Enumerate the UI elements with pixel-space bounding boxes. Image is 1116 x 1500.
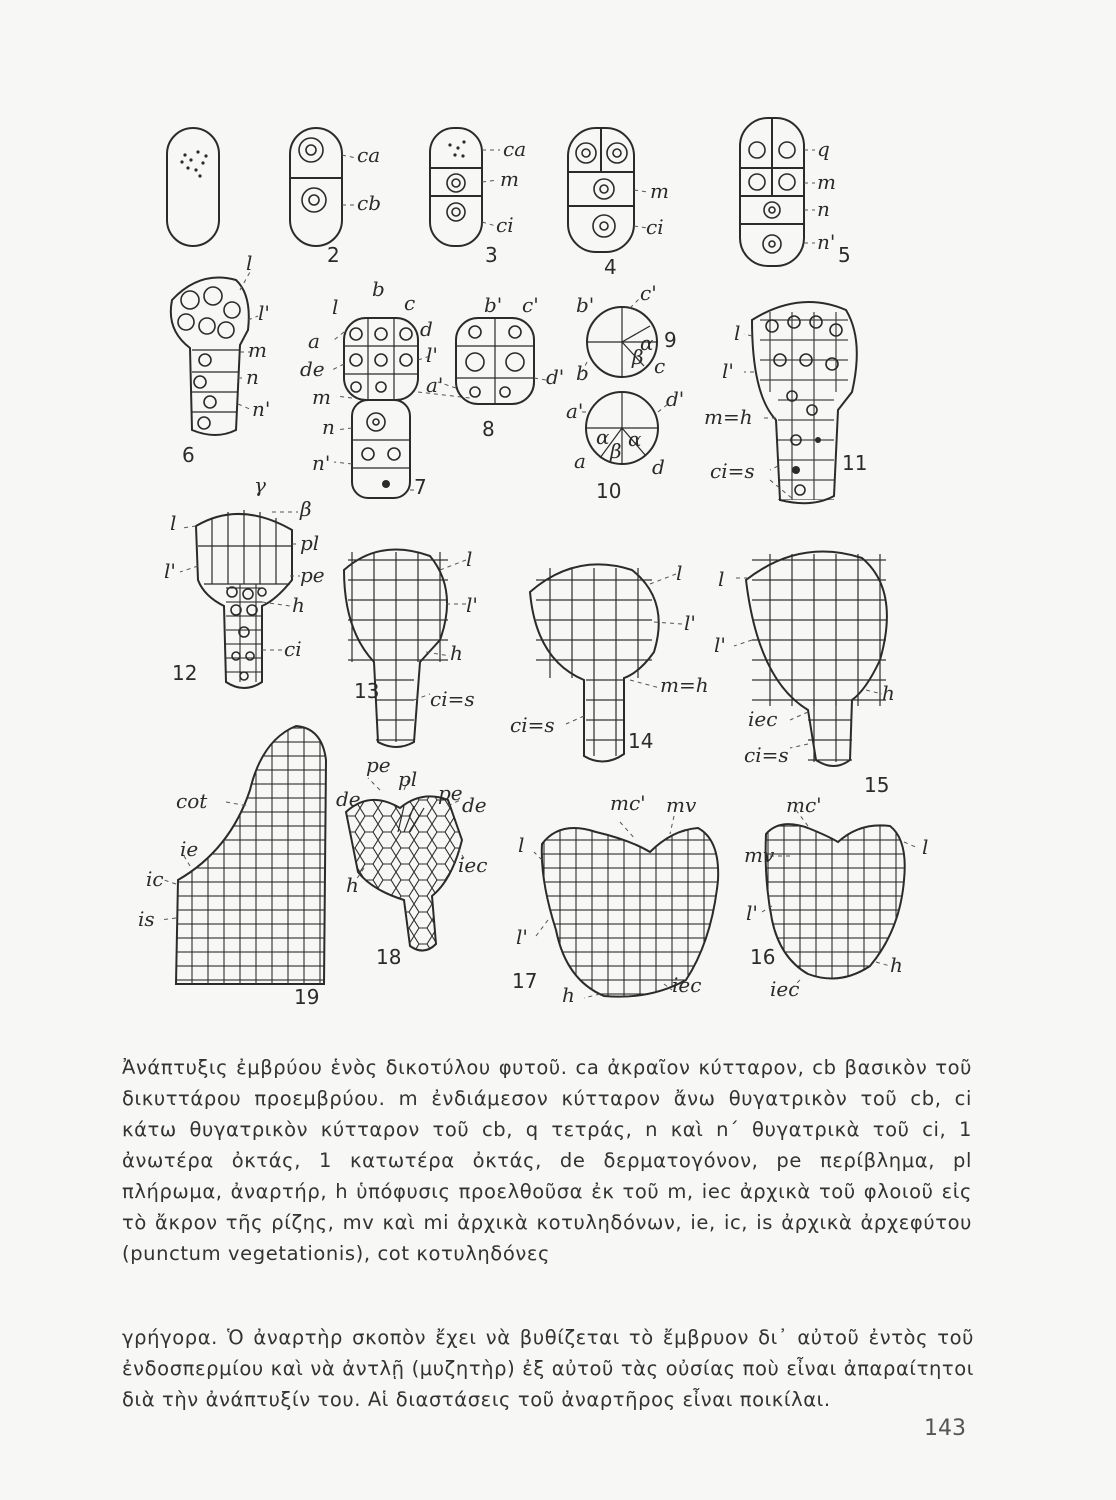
stage-19 (138, 726, 326, 1009)
figure-number-12: 12 (172, 661, 198, 685)
figure-number-6: 6 (182, 443, 195, 467)
stage-17 (512, 791, 718, 1007)
label-l-12: l (170, 511, 177, 535)
label-iec-16: iec (770, 977, 800, 1001)
stage-1-zygote (167, 128, 219, 246)
label-l-prime-16: l' (746, 901, 758, 925)
label-a-10: a (574, 449, 586, 473)
label-ic-19: ic (146, 867, 164, 891)
label-iec-15: iec (748, 707, 778, 731)
figure-number-11: 11 (842, 451, 868, 475)
figure-number-5: 5 (838, 243, 851, 267)
label-iec-18: iec (458, 853, 488, 877)
label-ci-s-14: ci=s (510, 713, 555, 737)
label-m-h-11: m=h (704, 405, 753, 429)
label-n-7: n (322, 415, 335, 439)
figure-number-19: 19 (294, 985, 320, 1009)
label-l-prime-7: l' (426, 343, 438, 367)
figure-number-18: 18 (376, 945, 402, 969)
label-beta-12: β (300, 497, 312, 521)
label-d-10: d (652, 455, 665, 479)
figure-number-10: 10 (596, 479, 622, 503)
figure-number-13: 13 (354, 679, 380, 703)
stage-10 (566, 387, 684, 503)
label-h-18: h (346, 873, 359, 897)
figure-number-2: 2 (327, 243, 340, 267)
label-is-19: is (138, 907, 155, 931)
label-n-5: n (817, 197, 830, 221)
label-l-prime-13: l' (466, 593, 478, 617)
label-n-6: n (246, 365, 259, 389)
label-a-7: a (308, 329, 320, 353)
page-number: 143 (924, 1416, 966, 1441)
label-a-prime-10: a' (566, 399, 584, 423)
label-d-7: d (420, 317, 433, 341)
label-h-16: h (890, 953, 903, 977)
label-ci-3: ci (496, 213, 514, 237)
label-l-11: l (734, 321, 741, 345)
label-l-6: l (246, 251, 253, 275)
figure-number-9: 9 (664, 328, 677, 352)
label-pl-12: pl (300, 531, 320, 555)
label-gamma-12: γ (254, 473, 266, 497)
label-mv-16: mv (744, 843, 775, 867)
label-c-9: c (654, 354, 666, 378)
label-n-prime-5: n' (817, 230, 836, 254)
label-l-prime-14: l' (684, 611, 696, 635)
caption-text: Ἀνάπτυξις ἐμβρύου ἑνὸς δικοτύλου φυτοῦ. ca ἀκραῖον κύτταρον, cb βασικὸν τοῦ δικυττάρου προεμβρύου. m ἐνδιάμεσον κύτταρον ἄνω θυγατρικὸν τοῦ cb, ci κάτω θυγατρικὸν κύτταρον τοῦ cb, q τετράς, n καὶ n΄ θυγατρικὰ τοῦ ci, 1 ἀνωτέρα ὀκτάς, 1 κατωτέρα ὀκτάς, de δερματογόνον, pe περίβλημα, pl πλήρωμα, ἀναρτήρ, h ὑπόφυσις προελθοῦσα ἐκ τοῦ m, iec ἀρχικὰ τοῦ φλοιοῦ εἰς τὸ ἄκρον τῆς ρίζης, mv καὶ mi ἀρχικὰ κοτυληδόνων, ie, ic, is ἀρχικὰ ἀρχεφύτου (punctum vegetationis), cot κοτυληδόνες (122, 1056, 972, 1265)
label-b-7: b (372, 277, 385, 301)
figure-number-17: 17 (512, 969, 538, 993)
label-l-15: l (718, 567, 725, 591)
label-pe-12: pe (300, 563, 325, 587)
label-beta-9: β (632, 345, 644, 369)
label-n-prime-6: n' (252, 397, 271, 421)
label-b-prime-9: b' (576, 293, 595, 317)
label-mv-17: mv (666, 793, 697, 817)
label-alpha-10: α (596, 425, 610, 449)
label-m-5: m (817, 170, 836, 194)
stage-4 (568, 128, 669, 279)
label-h-12: h (292, 593, 305, 617)
label-m-3: m (500, 167, 519, 191)
label-ci-12: ci (284, 637, 302, 661)
label-mc-prime-17: mc' (610, 791, 646, 815)
figure-number-16: 16 (750, 945, 776, 969)
label-cb: cb (357, 191, 382, 215)
label-iec-17: iec (672, 973, 702, 997)
label-l-17: l (518, 833, 525, 857)
body-paragraph (122, 1322, 974, 1415)
body-text: γρήγορα. Ὁ ἀναρτὴρ σκοπὸν ἔχει νὰ βυθίζεται τὸ ἔμβρυον δι᾽ αὐτοῦ ἐντὸς τοῦ ἐνδοσπερμίου καὶ νὰ ἀντλῇ (μυζητὴρ) ἐξ αὐτοῦ τὰς οὐσίας ποὺ εἶναι ἀπαραίτητοι διὰ τὴν ἀνάπτυξίν του. Αἱ διαστάσεις τοῦ ἀναρτῆρος εἶναι ποικίλαι. (122, 1326, 974, 1411)
label-de-7: de (300, 357, 325, 381)
stage-9 (576, 281, 677, 385)
stage-5 (740, 118, 851, 267)
label-c-7: c (404, 291, 416, 315)
label-l-prime-11: l' (722, 359, 734, 383)
label-c-prime-9: c' (640, 281, 657, 305)
label-pe-18b: pe (438, 781, 463, 805)
label-ci-s-13: ci=s (430, 687, 475, 711)
stage-16 (744, 793, 928, 1001)
label-m-7: m (312, 385, 331, 409)
label-pe-18a: pe (366, 753, 391, 777)
label-l-14: l (676, 561, 683, 585)
label-h-15: h (882, 681, 895, 705)
label-l-prime-15: l' (714, 633, 726, 657)
label-beta-10: β (610, 439, 622, 463)
stage-18 (336, 753, 487, 969)
label-l-prime-12: l' (164, 559, 176, 583)
stage-2-two-cell (290, 128, 381, 267)
stage-12 (164, 473, 325, 688)
stage-15 (714, 552, 895, 797)
label-l-prime-17: l' (516, 925, 528, 949)
label-l-16: l (922, 835, 929, 859)
label-n-prime-7: n' (312, 451, 331, 475)
label-l-7: l (332, 295, 339, 319)
figure-number-14: 14 (628, 729, 654, 753)
stage-6 (171, 251, 271, 467)
figure-caption (122, 1052, 972, 1269)
label-de-18b: de (462, 793, 487, 817)
label-de-18a: de (336, 787, 361, 811)
label-c-prime-8: c' (522, 293, 539, 317)
label-q: q (817, 137, 830, 161)
label-m-h-14: m=h (660, 673, 709, 697)
label-d-prime-8: d' (546, 365, 565, 389)
label-ca-3: ca (503, 137, 527, 161)
label-ci-4: ci (646, 215, 664, 239)
figure-number-8: 8 (482, 417, 495, 441)
stage-14 (510, 561, 709, 762)
label-ci-s-11: ci=s (710, 459, 755, 483)
stage-3 (430, 128, 526, 267)
label-mc-prime-16: mc' (786, 793, 822, 817)
stage-11 (704, 302, 867, 503)
label-d-prime-10: d' (666, 387, 685, 411)
stage-7 (300, 277, 470, 499)
label-a-prime-8: a' (426, 373, 444, 397)
label-alpha-9: α (640, 331, 654, 355)
label-cot-19: cot (176, 789, 208, 813)
label-m-6: m (248, 338, 267, 362)
label-pl-18: pl (398, 767, 418, 791)
label-m-4: m (650, 179, 669, 203)
label-h-17: h (562, 983, 575, 1007)
stage-8 (426, 293, 564, 441)
label-l-13: l (466, 547, 473, 571)
label-h-13: h (450, 641, 463, 665)
label-b-9: b (576, 361, 589, 385)
label-alpha2-10: α (628, 427, 642, 451)
label-ie-19: ie (180, 837, 199, 861)
stage-13 (344, 547, 478, 747)
figure-number-4: 4 (604, 255, 617, 279)
label-b-prime-8: b' (484, 293, 503, 317)
label-ca: ca (357, 143, 381, 167)
figure-number-7: 7 (414, 475, 427, 499)
label-l-prime-6: l' (258, 301, 270, 325)
label-ci-s-15: ci=s (744, 743, 789, 767)
figure-number-15: 15 (864, 773, 890, 797)
figure-number-3: 3 (485, 243, 498, 267)
